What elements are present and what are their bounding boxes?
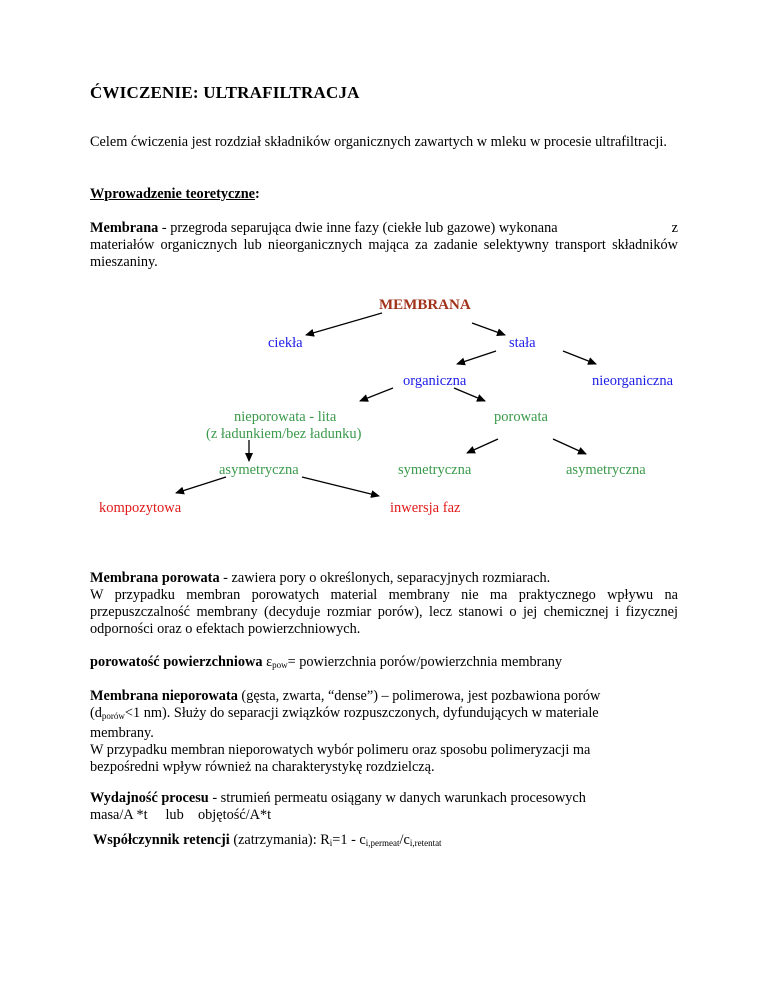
nieporowata-line2-a: (d: [90, 705, 102, 721]
node-ciekla: ciekła: [268, 335, 303, 351]
node-nieorganiczna: nieorganiczna: [592, 373, 674, 389]
nieporowata-line4: W przypadku membran nieporowatych wybór polimeru oraz sposobu polimeryzacji ma: [90, 742, 591, 758]
nieporowata-line3: membrany.: [90, 725, 154, 741]
arrow-porowata-sym: [467, 439, 498, 453]
retencja-sub-retentat: i,retentat: [409, 838, 442, 848]
nieporowata-line1-text: (gęsta, zwarta, “dense”) – polimerowa, jest pozbawiona porów: [237, 688, 601, 704]
wydajnosc-paragraph: [90, 790, 690, 824]
membrana-definition-rest: materiałów organicznych lub nieorganicznych mająca za zadanie selektywny transport składników mieszaniny.: [90, 237, 678, 270]
nieporowata-line2: [90, 705, 690, 725]
section-heading-colon: :: [255, 186, 260, 202]
section-heading-text: Wprowadzenie teoretyczne: [90, 186, 256, 202]
wydajnosc-line2: masa/A *t lub objętość/A*t: [90, 807, 272, 823]
nieporowata-line2-b: <1 nm). Służy do separacji związków rozpuszczonych, dyfundujących w materiale: [124, 705, 599, 721]
porowata-term: Membrana porowata: [90, 570, 220, 586]
porowata-line1-text: - zawiera pory o określonych, separacyjnych rozmiarach.: [219, 570, 551, 586]
arrow-membrana-ciekla: [306, 313, 382, 335]
nieporowata-term: Membrana nieporowata: [90, 688, 238, 704]
arrow-asym-kompozytowa: [176, 477, 226, 493]
arrow-organiczna-nieporowata: [360, 388, 393, 401]
nieporowata-line1: [90, 688, 690, 705]
node-membrana: MEMBRANA: [379, 297, 471, 313]
node-nieporowata-lita: nieporowata - lita: [234, 409, 337, 425]
node-inwersja-faz: inwersja faz: [390, 500, 461, 516]
membrana-definition-line1: [90, 220, 678, 237]
node-asymetryczna-right: asymetryczna: [566, 462, 646, 478]
node-kompozytowa: kompozytowa: [99, 500, 182, 516]
wydajnosc-term: Wydajność procesu: [90, 790, 209, 806]
intro-paragraph: Celem ćwiczenia jest rozdział składników organicznych zawartych w mleku w procesie ultrafiltracji.: [90, 134, 667, 150]
porowata-paragraph: [90, 570, 678, 638]
arrow-stala-organiczna: [457, 351, 496, 364]
retencja-term: Współczynnik retencji: [93, 832, 230, 848]
porowata-line1: [90, 570, 678, 587]
wydajnosc-line1: [90, 790, 690, 807]
node-stala: stała: [509, 335, 536, 351]
retencja-text-b: =1 - c: [332, 832, 366, 848]
node-organiczna: organiczna: [403, 373, 467, 389]
node-nieporowata-ladunek: (z ładunkiem/bez ładunku): [206, 426, 362, 442]
arrow-asym-inwersja: [302, 477, 379, 496]
nieporowata-line5: bezpośredni wpływ również na charakterystykę rozdzielczą.: [90, 759, 435, 775]
arrow-membrana-stala: [472, 323, 505, 335]
page-title: ĆWICZENIE: ULTRAFILTRACJA: [90, 83, 360, 102]
membrana-line1-end: z: [671, 220, 678, 236]
retencja-sub-permeat: i,permeat: [365, 838, 400, 848]
retencja-sub-i: i: [329, 838, 333, 848]
membrana-line1: - przegroda separująca dwie inne fazy (ciekłe lub gazowe) wykonana: [158, 220, 558, 236]
porowatosc-line: [90, 654, 562, 674]
section-heading: [90, 186, 260, 203]
node-asymetryczna-left: asymetryczna: [219, 462, 299, 478]
diagram-arrows: [0, 290, 768, 530]
porowata-rest: W przypadku membran porowatych material membrany nie ma praktycznego wpływu na przepuszczalność membrany (decyduje rozmiar porów), lecz stanowi o jej chemicznej i fizycznej odporności oraz o efektach powierzchniowych.: [90, 587, 678, 637]
arrow-stala-nieorganiczna: [563, 351, 596, 364]
membrana-term: Membrana: [90, 220, 159, 236]
retencja-line: [93, 832, 442, 852]
nieporowata-paragraph: [90, 688, 690, 776]
retencja-text-c: /c: [399, 832, 410, 848]
porowatosc-symbol: ε: [266, 654, 273, 670]
wydajnosc-line1-text: - strumień permeatu osiągany w danych warunkach procesowych: [208, 790, 586, 806]
node-symetryczna: symetryczna: [398, 462, 472, 478]
retencja-text-a: (zatrzymania): R: [229, 832, 330, 848]
membrane-classification-diagram: [0, 290, 768, 530]
arrow-porowata-asym: [553, 439, 586, 454]
membrana-definition: [90, 220, 678, 271]
node-porowata: porowata: [494, 409, 548, 425]
porowatosc-term: porowatość powierzchniowa: [90, 654, 263, 670]
porowatosc-formula: = powierzchnia porów/powierzchnia membrany: [287, 654, 563, 670]
porowatosc-sub: pow: [272, 660, 288, 670]
nieporowata-line2-sub: porów: [101, 711, 125, 721]
